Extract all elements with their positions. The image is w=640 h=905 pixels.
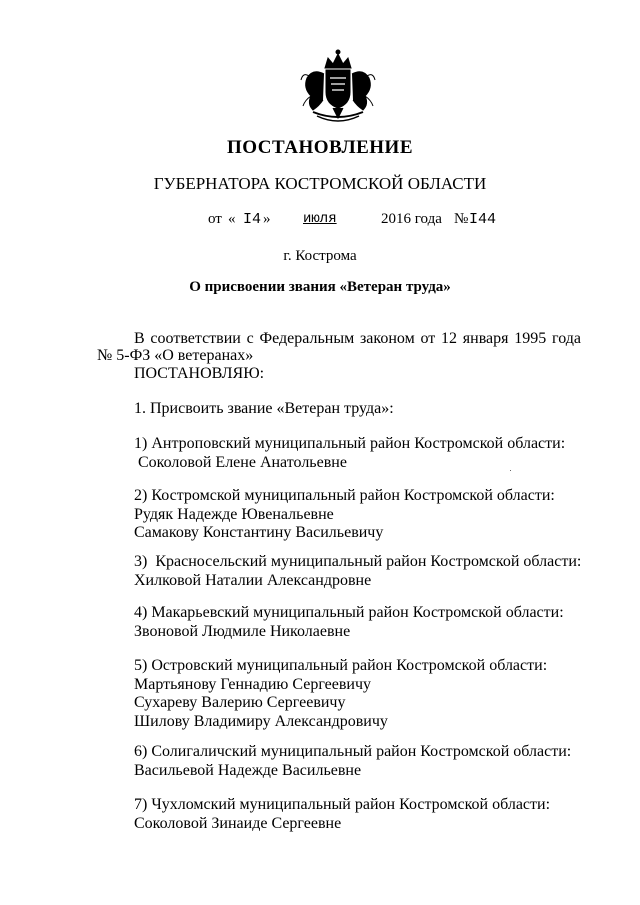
preamble-line-1: В соответствии с Федеральным законом от 12 января 1995 года bbox=[134, 330, 581, 347]
scan-speck bbox=[510, 470, 511, 471]
item-1: 1. Присвоить звание «Ветеран труда»: bbox=[134, 400, 394, 417]
city: г. Кострома bbox=[283, 248, 357, 264]
document-number-label: № bbox=[454, 211, 469, 227]
district-section-4 bbox=[134, 604, 564, 641]
date-month: июля bbox=[303, 211, 337, 227]
district-section-2 bbox=[134, 487, 555, 543]
awardee-name: Васильевой Надежде Васильевне bbox=[134, 761, 362, 779]
district-section-6 bbox=[134, 743, 571, 780]
district-heading: 4) Макарьевский муниципальный район Костромской области: bbox=[134, 604, 564, 621]
awardee-name: Шилову Владимиру Александровичу bbox=[134, 712, 388, 730]
date-year: 2016 года bbox=[381, 211, 442, 227]
preamble-line-2: № 5-ФЗ «О ветеранах» bbox=[97, 347, 254, 364]
awardee-name: Мартьянову Геннадию Сергеевичу bbox=[134, 675, 372, 693]
awardee-name: Звоновой Людмиле Николаевне bbox=[134, 622, 351, 640]
district-heading: 2) Костромской муниципальный район Костромской области: bbox=[134, 487, 555, 504]
document-title: ПОСТАНОВЛЕНИЕ bbox=[226, 137, 414, 158]
date-close-quote: » bbox=[263, 211, 271, 227]
awardee-name: Соколовой Зинаиде Сергеевне bbox=[134, 814, 342, 832]
date-open-quote: « bbox=[228, 211, 236, 227]
district-section-3 bbox=[134, 553, 581, 590]
document-number: I44 bbox=[469, 211, 497, 228]
district-heading: 3) Красносельский муниципальный район Костромской области: bbox=[134, 553, 582, 570]
awardee-name: Самакову Константину Васильевичу bbox=[134, 524, 384, 541]
date-prefix: от bbox=[208, 211, 222, 227]
document-issuer: ГУБЕРНАТОРА КОСТРОМСКОЙ ОБЛАСТИ bbox=[153, 174, 487, 193]
awardee-name: Рудяк Надежде Ювенальевне bbox=[134, 505, 334, 523]
awardee-name: Сухареву Валерию Сергеевичу bbox=[134, 694, 346, 711]
district-section-1 bbox=[134, 435, 565, 472]
district-section-7 bbox=[134, 796, 550, 833]
decree-word: ПОСТАНОВЛЯЮ: bbox=[134, 365, 265, 382]
coat-of-arms-icon bbox=[295, 48, 381, 126]
district-heading: 1) Антроповский муниципальный район Костромской области: bbox=[134, 435, 566, 452]
awardee-name: Хилковой Наталии Александровне bbox=[134, 571, 372, 589]
district-heading: 7) Чухломский муниципальный район Костромской области: bbox=[134, 796, 551, 813]
district-heading: 6) Солигаличский муниципальный район Костромской области: bbox=[134, 743, 572, 760]
document-subject: О присвоении звания «Ветеран труда» bbox=[189, 279, 451, 295]
district-heading: 5) Островский муниципальный район Костромской области: bbox=[134, 657, 548, 674]
date-day: I4 bbox=[243, 211, 262, 228]
district-section-5 bbox=[134, 657, 547, 731]
awardee-name: Соколовой Елене Анатольевне bbox=[134, 453, 347, 471]
